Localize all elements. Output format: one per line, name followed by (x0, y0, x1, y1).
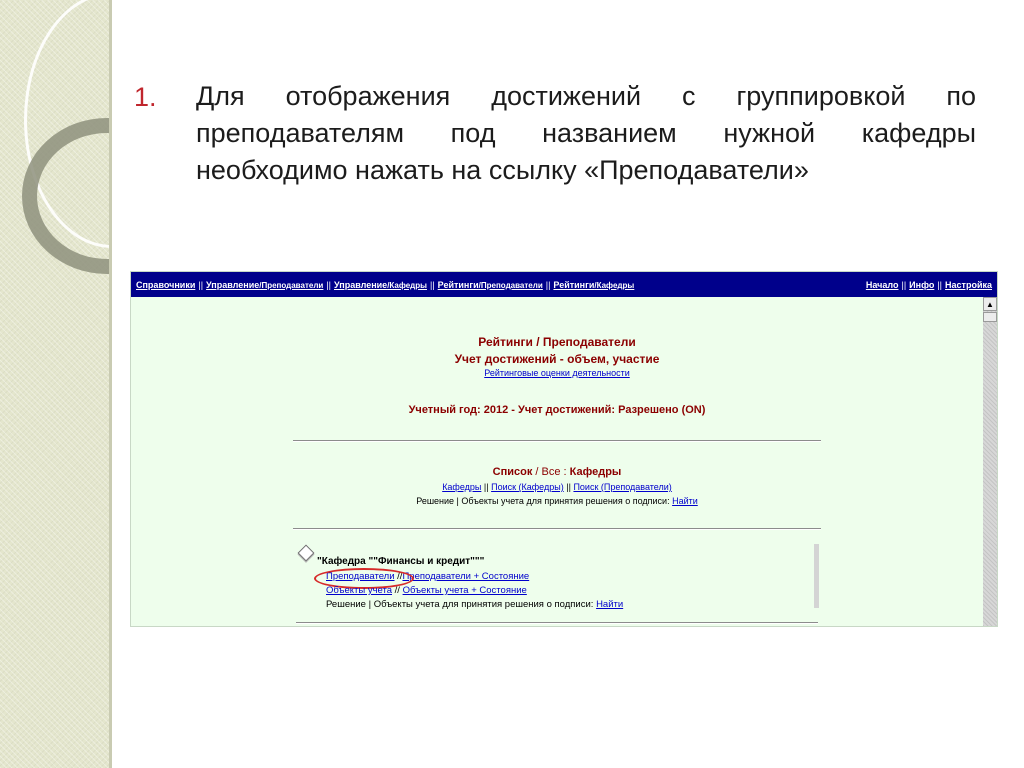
inner-scrollbar[interactable] (814, 544, 819, 608)
links-separator: || (566, 482, 571, 492)
nav-link-info[interactable]: Инфо (909, 279, 935, 290)
embedded-app-screenshot (130, 271, 998, 627)
department-decision-row (326, 599, 623, 610)
decision-text: Решение | Объекты учета для принятия решения о подписи: (326, 599, 594, 610)
academic-year-status: Учетный год: 2012 - Учет достижений: Разрешено (ON) (408, 404, 706, 416)
links-separator: || (483, 482, 489, 492)
nav-link-management-teachers[interactable]: Управление/Преподаватели (206, 279, 324, 290)
department-objects-row (326, 585, 527, 596)
ratings-link-row (293, 368, 821, 378)
top-navigation-bar (131, 272, 997, 297)
nav-link-ratings-teachers[interactable]: Рейтинги/Преподаватели (437, 279, 543, 290)
objects-link[interactable]: Объекты учета (326, 585, 393, 596)
decision-row (293, 496, 821, 506)
list-point-number: 1. (134, 82, 157, 112)
links-separator: // (397, 571, 403, 582)
nav-left-group (136, 280, 634, 290)
nav-right-group (866, 280, 992, 290)
teachers-state-link[interactable]: Преподаватели + Состояние (402, 571, 530, 582)
departments-link[interactable]: Кафедры (442, 482, 482, 492)
nav-separator: || (937, 279, 943, 290)
nav-link-home[interactable]: Начало (865, 279, 899, 290)
list-heading: Список / Все : Кафедры (492, 466, 622, 478)
divider (293, 440, 821, 442)
nav-separator: || (326, 279, 331, 290)
search-departments-link[interactable]: Поиск (Кафедры) (491, 482, 564, 492)
decorative-side-band (0, 0, 112, 768)
divider (293, 528, 821, 530)
vertical-scrollbar[interactable] (983, 297, 997, 626)
decision-text: Решение | Объекты учета для принятия решения о подписи: (416, 496, 670, 506)
page-title: Рейтинги / Преподаватели (478, 335, 636, 349)
scroll-thumb[interactable] (983, 312, 997, 322)
ratings-evaluation-link[interactable]: Рейтинговые оценки деятельности (484, 368, 630, 378)
teachers-link[interactable]: Преподаватели (326, 571, 395, 582)
nav-separator: || (198, 279, 204, 290)
page-content (131, 297, 985, 628)
nav-link-settings[interactable]: Настройка (945, 279, 992, 290)
find-link[interactable]: Найти (672, 496, 698, 506)
side-band-edge (109, 0, 112, 768)
search-teachers-link[interactable]: Поиск (Преподаватели) (573, 482, 672, 492)
nav-separator: || (429, 279, 435, 290)
links-separator: // (394, 585, 400, 596)
list-links-row (293, 482, 821, 492)
divider (296, 622, 818, 624)
list-point-text: Для отображения достижений с группировкой по преподавателям под названием нужной кафедры необходимо нажать на ссылку «Преподаватели» (196, 81, 976, 185)
nav-link-directories[interactable]: Справочники (136, 279, 196, 290)
page-subtitle: Учет достижений - объем, участие (454, 352, 660, 366)
nav-separator: || (545, 279, 551, 290)
department-title: "Кафедра ""Финансы и кредит""" (317, 556, 485, 567)
diamond-bullet-icon (298, 545, 315, 562)
nav-link-management-departments[interactable]: Управление/Кафедры (334, 279, 427, 290)
objects-state-link[interactable]: Объекты учета + Состояние (402, 585, 527, 596)
nav-separator: || (901, 279, 907, 290)
scroll-up-arrow-icon[interactable]: ▲ (983, 297, 997, 311)
department-find-link[interactable]: Найти (596, 599, 624, 610)
nav-link-ratings-departments[interactable]: Рейтинги/Кафедры (553, 279, 635, 290)
